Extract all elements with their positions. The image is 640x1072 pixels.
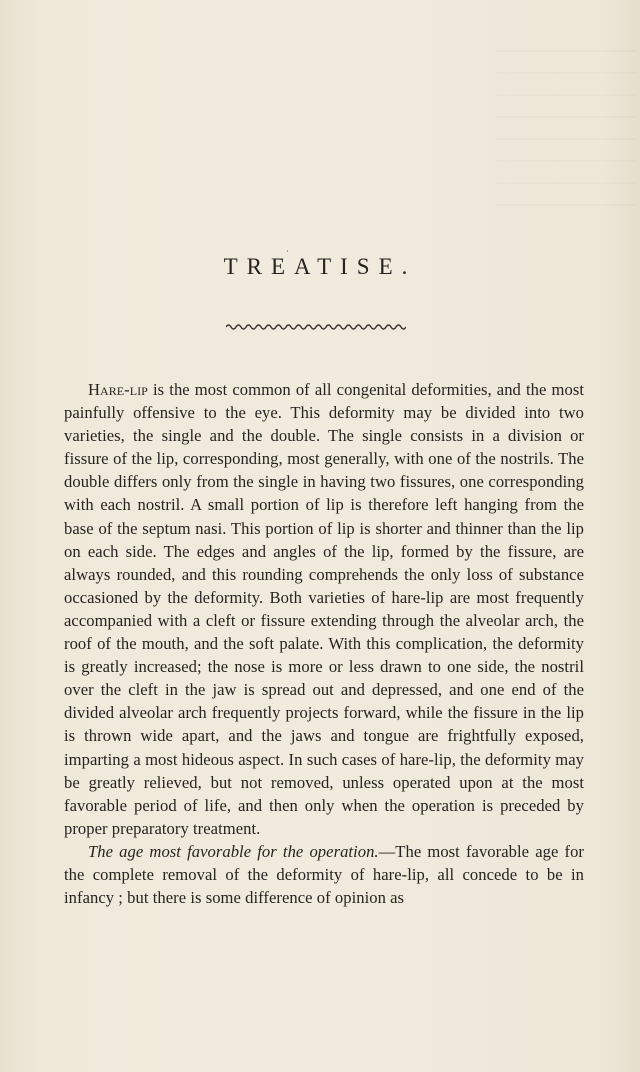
- ink-speck: ·: [286, 246, 289, 256]
- paragraph-2: [64, 840, 584, 909]
- paragraph-1-text: is the most common of all congenital deformities, and the most painfully offensive to the eye. This deformity may be divided into two varieties, the single and the double. The single consists in a division or fissure of the lip, corresponding, most generally, with one of the nostrils. The double differs only from the single in having two fissures, one corresponding with each nostril. A small portion of lip is therefore left hanging from the base of the septum nasi. This portion of lip is shorter and thinner than the lip on each side. The edges and angles of the lip, formed by the fissure, are always rounded, and this rounding comprehends the only loss of substance occasioned by the deformity. Both varieties of hare-lip are most frequently accompanied with a cleft or fissure extending through the alveolar arch, the roof of the mouth, and the soft palate. With this complication, the deformity is greatly increased; the nose is more or less drawn to one side, the nostril over the cleft in the jaw is spread out and depressed, and one end of the divided alveolar arch frequently projects forward, while the fissure in the lip is thrown wide apart, and the jaws and tongue are frightfully exposed, imparting a most hideous aspect. In such cases of hare-lip, the deformity may be greatly relieved, but not removed, unless operated upon at the most favorable period of life, and then only when the operation is preceded by proper preparatory treatment.: [64, 380, 584, 838]
- paragraph-1: [64, 378, 584, 840]
- bleed-through-texture: ~~~~~~~~~~~~~~~~~~~~ ~~~~~~~~~~~~~~~~~~~~ ~~~~~~~~~~~~~~~~~~~~ ~~~~~~~~~~~~~~~~~~~~ ~~~~~~~~~~~~~~~~~~~~ ~~~~~~~~~~~~~~~~~~~~ ~~~~~~~~~~~~~~~~~~~~ ~~~~~~~~~~~~~~~~~~~~: [495, 43, 636, 212]
- paragraph-2-text: —The most favorable age for the complete removal of the deformity of hare-lip, all concede to be in infancy ; but there is some difference of opinion as: [64, 841, 584, 908]
- paragraph-lead-word: Hare-lip: [88, 380, 148, 399]
- page-title: TREATISE.: [223, 254, 417, 279]
- section-heading-italic: The age most favorable for the operation.: [88, 841, 379, 861]
- main-text: [64, 378, 584, 909]
- wavy-rule-ornament-icon: [226, 320, 406, 332]
